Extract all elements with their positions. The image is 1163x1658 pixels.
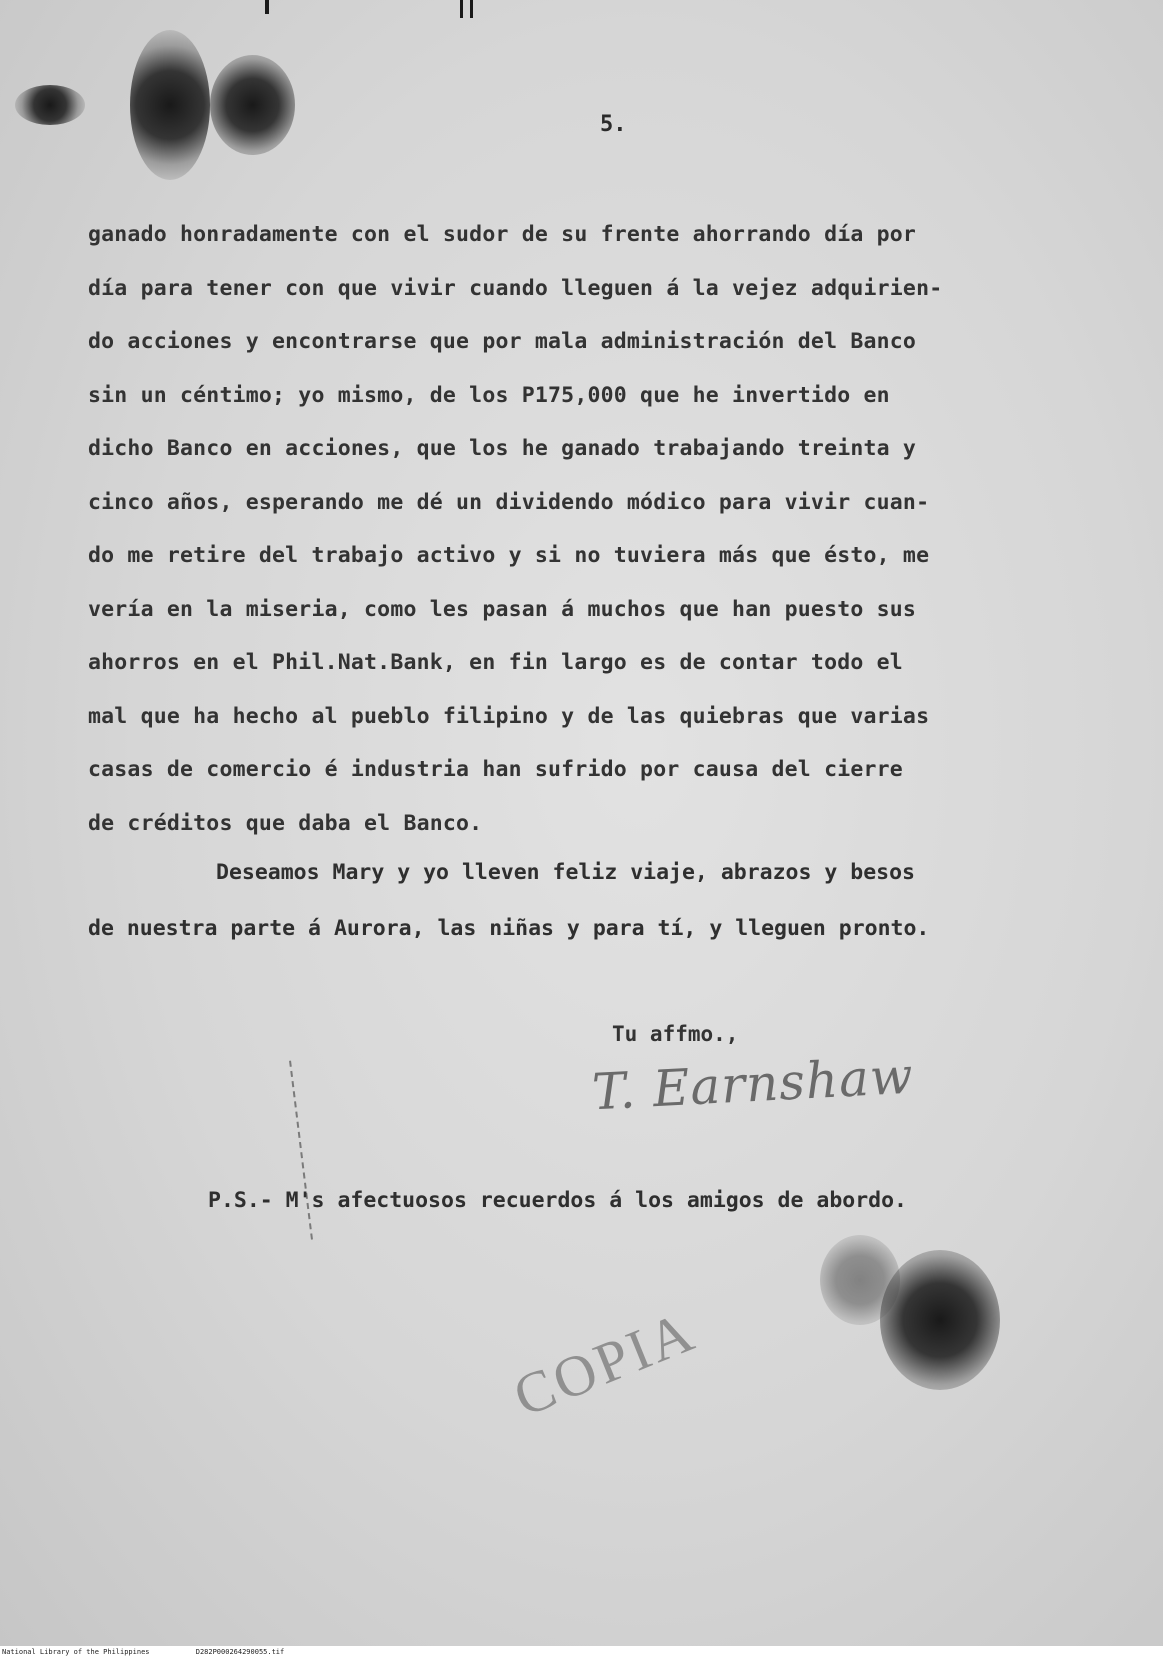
- closing-line: de nuestra parte á Aurora, las niñas y para tí, y lleguen pronto.: [88, 916, 930, 941]
- archive-footer: [0, 1646, 1163, 1658]
- file-id: D282P000264290055.tif: [195, 1648, 285, 1656]
- sign-off: Tu affmo.,: [612, 1022, 739, 1046]
- letter-body: [88, 222, 1118, 864]
- library-credit: National Library of the Philippines: [2, 1648, 150, 1656]
- page-number: 5.: [600, 112, 627, 137]
- closing-paragraph: [88, 860, 1118, 972]
- closing-line: Deseamos Mary y yo lleven feliz viaje, abrazos y besos: [216, 860, 915, 885]
- body-line: día para tener con que vivir cuando lleguen á la vejez adquirien-: [88, 275, 943, 301]
- copia-stamp: COPIA: [504, 1297, 705, 1430]
- body-line: sin un céntimo; yo mismo, de los P175,000 que he invertido en: [88, 382, 890, 408]
- body-line: vería en la miseria, como les pasan á muchos que han puesto sus: [88, 596, 917, 622]
- binding-mark-2: [460, 0, 463, 18]
- body-line: ahorros en el Phil.Nat.Bank, en fin largo es de contar todo el: [88, 650, 903, 675]
- ink-blot-top-left-2: [210, 55, 295, 155]
- postscript: P.S.- M's afectuosos recuerdos á los amigos de abordo.: [208, 1188, 907, 1213]
- ink-blot-top-left: [130, 30, 210, 180]
- body-line: do acciones y encontrarse que por mala administración del Banco: [88, 329, 917, 354]
- body-line: dicho Banco en acciones, que los he ganado trabajando treinta y: [88, 436, 917, 461]
- body-line: casas de comercio é industria han sufrido por causa del cierre: [88, 757, 903, 782]
- body-line: de créditos que daba el Banco.: [88, 810, 483, 836]
- body-line: do me retire del trabajo activo y si no tuviera más que ésto, me: [88, 543, 930, 568]
- body-line: ganado honradamente con el sudor de su frente ahorrando día por: [88, 222, 917, 247]
- ink-blot-top-left-3: [15, 85, 85, 125]
- handwritten-signature: T. Earnshaw: [590, 1046, 915, 1122]
- body-line: cinco años, esperando me dé un dividendo módico para vivir cuan-: [88, 489, 930, 515]
- binding-mark-3: [470, 0, 473, 18]
- ink-smear-bottom-right: [820, 1235, 900, 1325]
- body-line: mal que ha hecho al pueblo filipino y de las quiebras que varias: [88, 703, 930, 729]
- binding-mark: [265, 0, 269, 14]
